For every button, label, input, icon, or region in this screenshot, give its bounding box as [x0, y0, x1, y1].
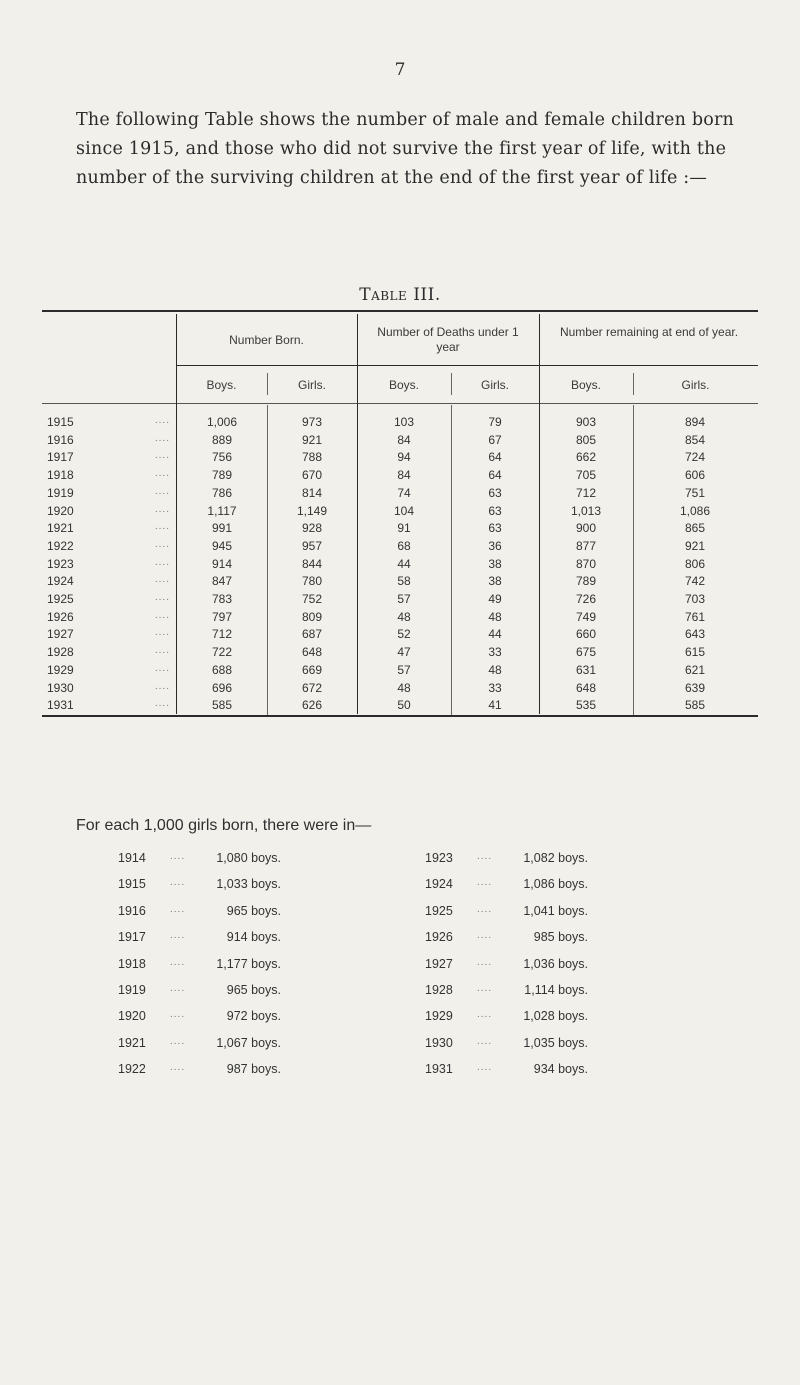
ratio-leader-dots: .... — [170, 1035, 186, 1047]
table-cell: 752 — [301, 592, 323, 606]
table-cell: 797 — [211, 609, 233, 624]
group-header-born: Number Born. — [229, 333, 304, 347]
ratio-row — [425, 957, 645, 975]
group-header-deaths: Number of Deaths under 1 year — [377, 325, 519, 354]
ratio-row — [118, 1062, 338, 1080]
row-year: 1924 — [47, 574, 74, 589]
table-cell: 38 — [488, 556, 502, 571]
column-divider — [539, 314, 540, 714]
table-cell: 585 — [684, 698, 706, 713]
ratio-leader-dots: .... — [477, 956, 493, 968]
table-cell: 847 — [211, 574, 233, 589]
row-leader-dots: .... — [154, 503, 170, 515]
table-cell: 865 — [684, 521, 706, 536]
row-year: 1928 — [47, 645, 74, 660]
row-leader-dots: .... — [154, 415, 170, 426]
ratio-value: 985 boys. — [533, 930, 588, 945]
ratio-leader-dots: .... — [477, 983, 493, 994]
table-cell: 945 — [211, 538, 233, 553]
table-cell: 103 — [393, 415, 415, 429]
table-cell: 724 — [684, 450, 706, 465]
table-cell: 688 — [211, 662, 233, 677]
table-cell: 74 — [397, 485, 411, 500]
ratio-row — [425, 904, 645, 922]
row-year: 1925 — [47, 592, 74, 606]
row-leader-dots: .... — [154, 680, 170, 692]
table-cell: 47 — [397, 645, 411, 660]
ratio-value: 972 boys. — [226, 1009, 281, 1024]
table-cell: 64 — [488, 468, 502, 483]
row-leader-dots: .... — [154, 556, 170, 568]
ratio-leader-dots: .... — [170, 983, 186, 994]
row-leader-dots: .... — [154, 698, 170, 710]
ratio-year: 1927 — [425, 956, 453, 971]
ratio-year: 1923 — [425, 851, 453, 865]
ratio-value: 934 boys. — [533, 1062, 588, 1077]
subheader-boys: Boys. — [570, 378, 601, 392]
table-cell: 38 — [488, 574, 502, 589]
table-cell: 672 — [301, 680, 323, 695]
ratio-leader-dots: .... — [170, 903, 186, 915]
table-cell: 57 — [397, 592, 411, 606]
table-cell: 49 — [488, 592, 502, 606]
ratio-row — [425, 851, 645, 869]
table-cell: 79 — [488, 415, 502, 429]
subheader-girls: Girls. — [298, 378, 326, 392]
row-year: 1915 — [47, 415, 74, 429]
row-leader-dots: .... — [154, 592, 170, 603]
ratio-leader-dots: .... — [170, 1062, 186, 1074]
table-cell: 84 — [397, 468, 411, 483]
row-year: 1920 — [47, 503, 74, 518]
table-cell: 894 — [684, 415, 706, 429]
ratio-row — [118, 904, 338, 922]
table-cell: 48 — [488, 609, 502, 624]
table-cell: 705 — [575, 468, 597, 483]
ratio-year: 1922 — [118, 1062, 146, 1077]
table-cell: 742 — [684, 574, 706, 589]
table-cell: 877 — [575, 538, 597, 553]
ratio-row — [425, 983, 645, 1001]
table-cell: 615 — [684, 645, 706, 660]
table-cell: 973 — [301, 415, 323, 429]
table-cell: 104 — [393, 503, 415, 518]
subheader-girls: Girls. — [481, 378, 509, 392]
table-iii — [42, 310, 758, 716]
table-cell: 648 — [301, 645, 323, 660]
table-cell: 1,149 — [296, 503, 328, 518]
ratio-heading: For each 1,000 girls born, there were in— — [76, 817, 372, 834]
table-cell: 585 — [211, 698, 233, 713]
table-cell: 900 — [575, 521, 597, 536]
column-divider — [357, 314, 358, 714]
ratio-value: 914 boys. — [226, 930, 281, 945]
ratio-row — [118, 983, 338, 1001]
ratio-leader-dots: .... — [477, 1009, 493, 1021]
row-year: 1926 — [47, 609, 74, 624]
ratio-leader-dots: .... — [170, 1009, 186, 1021]
page-number: 7 — [394, 60, 406, 80]
row-leader-dots: .... — [154, 574, 170, 586]
ratio-row — [425, 1009, 645, 1027]
table-cell: 33 — [488, 645, 502, 660]
table-cell: 639 — [684, 680, 706, 695]
subcolumn-divider — [451, 405, 452, 715]
group-underline — [539, 365, 758, 366]
table-cell: 751 — [684, 485, 706, 500]
subheader-boys: Boys. — [388, 378, 419, 392]
table-cell: 921 — [684, 538, 706, 553]
table-cell: 1,086 — [679, 503, 711, 518]
table-cell: 789 — [575, 574, 597, 589]
row-leader-dots: .... — [154, 627, 170, 639]
row-year: 1921 — [47, 521, 74, 536]
row-leader-dots: .... — [154, 432, 170, 444]
ratio-leader-dots: .... — [477, 1035, 493, 1047]
table-cell: 44 — [397, 556, 411, 571]
row-year: 1927 — [47, 627, 74, 642]
subcolumn-divider — [633, 405, 634, 715]
table-cell: 58 — [397, 574, 411, 589]
table-title-text: Table III. — [359, 285, 441, 305]
table-bottom-rule — [42, 715, 758, 717]
table-cell: 44 — [488, 627, 502, 642]
table-cell: 783 — [211, 592, 233, 606]
ratio-leader-dots: .... — [170, 851, 186, 862]
table-cell: 68 — [397, 538, 411, 553]
ratio-leader-dots: .... — [477, 851, 493, 862]
ratio-row — [118, 877, 338, 895]
ratio-year: 1928 — [425, 983, 453, 997]
table-cell: 957 — [301, 538, 323, 553]
table-cell: 57 — [397, 662, 411, 677]
table-cell: 94 — [397, 450, 411, 465]
ratio-leader-dots: .... — [170, 877, 186, 889]
table-cell: 756 — [211, 450, 233, 465]
ratio-leader-dots: .... — [477, 1062, 493, 1074]
ratio-row — [118, 851, 338, 869]
table-cell: 63 — [488, 521, 502, 536]
row-leader-dots: .... — [154, 538, 170, 550]
table-cell: 1,013 — [570, 503, 602, 518]
table-top-rule — [42, 310, 758, 312]
table-cell: 63 — [488, 503, 502, 518]
table-cell: 675 — [575, 645, 597, 660]
table-cell: 643 — [684, 627, 706, 642]
ratio-row — [425, 1062, 645, 1080]
ratio-year: 1931 — [425, 1062, 453, 1077]
ratio-value: 1,033 boys. — [216, 877, 281, 892]
ratio-year: 1914 — [118, 851, 146, 865]
ratio-row — [118, 1036, 338, 1054]
subheader-girls: Girls. — [681, 378, 710, 392]
row-year: 1922 — [47, 538, 74, 553]
ratio-year: 1925 — [425, 903, 453, 918]
ratio-year: 1919 — [118, 983, 146, 997]
table-cell: 50 — [397, 698, 411, 713]
group-header-remaining: Number remaining at end of year. — [559, 325, 739, 339]
table-cell: 631 — [575, 662, 597, 677]
table-cell: 670 — [301, 468, 323, 483]
row-leader-dots: .... — [154, 450, 170, 462]
table-cell: 63 — [488, 485, 502, 500]
table-cell: 712 — [575, 485, 597, 500]
ratio-value: 1,041 boys. — [523, 903, 588, 918]
row-leader-dots: .... — [154, 609, 170, 621]
table-cell: 660 — [575, 627, 597, 642]
row-leader-dots: .... — [154, 662, 170, 674]
ratio-row — [425, 1036, 645, 1054]
table-cell: 626 — [301, 698, 323, 713]
table-header-rule — [42, 403, 758, 404]
ratio-value: 1,114 boys. — [524, 983, 588, 997]
table-cell: 712 — [211, 627, 233, 642]
row-year: 1919 — [47, 485, 74, 500]
ratio-year: 1920 — [118, 1009, 146, 1024]
table-cell: 621 — [684, 662, 706, 677]
table-cell: 648 — [575, 680, 597, 695]
table-cell: 67 — [488, 432, 502, 447]
ratio-leader-dots: .... — [477, 930, 493, 942]
table-cell: 1,117 — [207, 503, 237, 518]
table-cell: 669 — [301, 662, 323, 677]
table-cell: 809 — [301, 609, 323, 624]
ratio-row — [118, 957, 338, 975]
subcolumn-divider — [267, 405, 268, 715]
table-title — [0, 285, 800, 305]
table-cell: 606 — [684, 468, 706, 483]
table-cell: 48 — [397, 609, 411, 624]
ratio-year: 1929 — [425, 1009, 453, 1024]
row-year: 1929 — [47, 662, 74, 677]
ratio-value: 1,028 boys. — [523, 1009, 588, 1024]
ratio-year: 1918 — [118, 956, 146, 971]
table-cell: 33 — [488, 680, 502, 695]
table-cell: 889 — [211, 432, 233, 447]
row-leader-dots: .... — [154, 645, 170, 657]
table-cell: 703 — [684, 592, 706, 606]
ratio-year: 1926 — [425, 930, 453, 945]
group-underline — [176, 365, 357, 366]
table-cell: 844 — [301, 556, 323, 571]
table-cell: 722 — [211, 645, 233, 660]
ratio-value: 1,035 boys. — [523, 1035, 588, 1050]
table-cell: 789 — [211, 468, 233, 483]
table-cell: 64 — [488, 450, 502, 465]
ratio-row — [118, 930, 338, 948]
table-cell: 786 — [211, 485, 233, 500]
table-cell: 788 — [301, 450, 323, 465]
table-cell: 535 — [575, 698, 597, 713]
table-cell: 921 — [301, 432, 323, 447]
row-year: 1923 — [47, 556, 74, 571]
table-cell: 805 — [575, 432, 597, 447]
table-cell: 914 — [211, 556, 233, 571]
table-cell: 52 — [397, 627, 411, 642]
column-divider — [176, 314, 177, 714]
table-cell: 903 — [575, 415, 597, 429]
table-cell: 91 — [397, 521, 411, 536]
table-cell: 806 — [684, 556, 706, 571]
ratio-year: 1924 — [425, 877, 453, 892]
ratio-year: 1917 — [118, 930, 146, 945]
table-cell: 928 — [301, 521, 323, 536]
table-cell: 991 — [211, 521, 233, 536]
table-cell: 48 — [488, 662, 502, 677]
ratio-year: 1930 — [425, 1035, 453, 1050]
row-leader-dots: .... — [154, 521, 170, 533]
ratio-year: 1916 — [118, 903, 146, 918]
table-cell: 854 — [684, 432, 706, 447]
ratio-value: 987 boys. — [226, 1062, 281, 1077]
ratio-value: 1,086 boys. — [523, 877, 588, 892]
subheader-boys: Boys. — [206, 378, 237, 392]
table-cell: 36 — [488, 538, 502, 553]
ratio-value: 1,082 boys. — [523, 851, 588, 865]
row-leader-dots: .... — [154, 468, 170, 480]
ratio-leader-dots: .... — [170, 956, 186, 968]
ratio-value: 1,080 boys. — [216, 851, 281, 865]
table-cell: 780 — [301, 574, 323, 589]
ratio-year: 1921 — [118, 1035, 146, 1050]
group-underline — [357, 365, 539, 366]
ratio-row — [118, 1009, 338, 1027]
intro-paragraph: The following Table shows the number of male and female children born since 1915, and those who did not survive the first year of life, with the number of the surviving children at the end of the first year of life :— — [76, 110, 735, 188]
table-cell: 41 — [488, 698, 502, 713]
ratio-value: 1,067 boys. — [216, 1035, 281, 1050]
ratio-row — [425, 877, 645, 895]
row-year: 1916 — [47, 432, 74, 447]
row-year: 1931 — [47, 698, 74, 713]
table-cell: 761 — [684, 609, 706, 624]
table-cell: 749 — [575, 609, 597, 624]
ratio-leader-dots: .... — [477, 903, 493, 915]
ratio-row — [425, 930, 645, 948]
ratio-value: 965 boys. — [226, 903, 281, 918]
table-cell: 870 — [575, 556, 597, 571]
row-year: 1918 — [47, 468, 74, 483]
table-cell: 48 — [397, 680, 411, 695]
table-cell: 84 — [397, 432, 411, 447]
row-year: 1917 — [47, 450, 74, 465]
row-year: 1930 — [47, 680, 74, 695]
table-cell: 696 — [211, 680, 233, 695]
ratio-leader-dots: .... — [477, 877, 493, 889]
ratio-value: 1,036 boys. — [523, 956, 588, 971]
ratio-value: 965 boys. — [226, 983, 281, 997]
table-cell: 687 — [301, 627, 323, 642]
ratio-leader-dots: .... — [170, 930, 186, 942]
row-leader-dots: .... — [154, 485, 170, 497]
table-cell: 726 — [575, 592, 597, 606]
table-cell: 1,006 — [206, 415, 238, 429]
table-cell: 814 — [301, 485, 323, 500]
table-cell: 662 — [575, 450, 597, 465]
ratio-value: 1,177 boys. — [216, 956, 281, 971]
ratio-year: 1915 — [118, 877, 146, 892]
